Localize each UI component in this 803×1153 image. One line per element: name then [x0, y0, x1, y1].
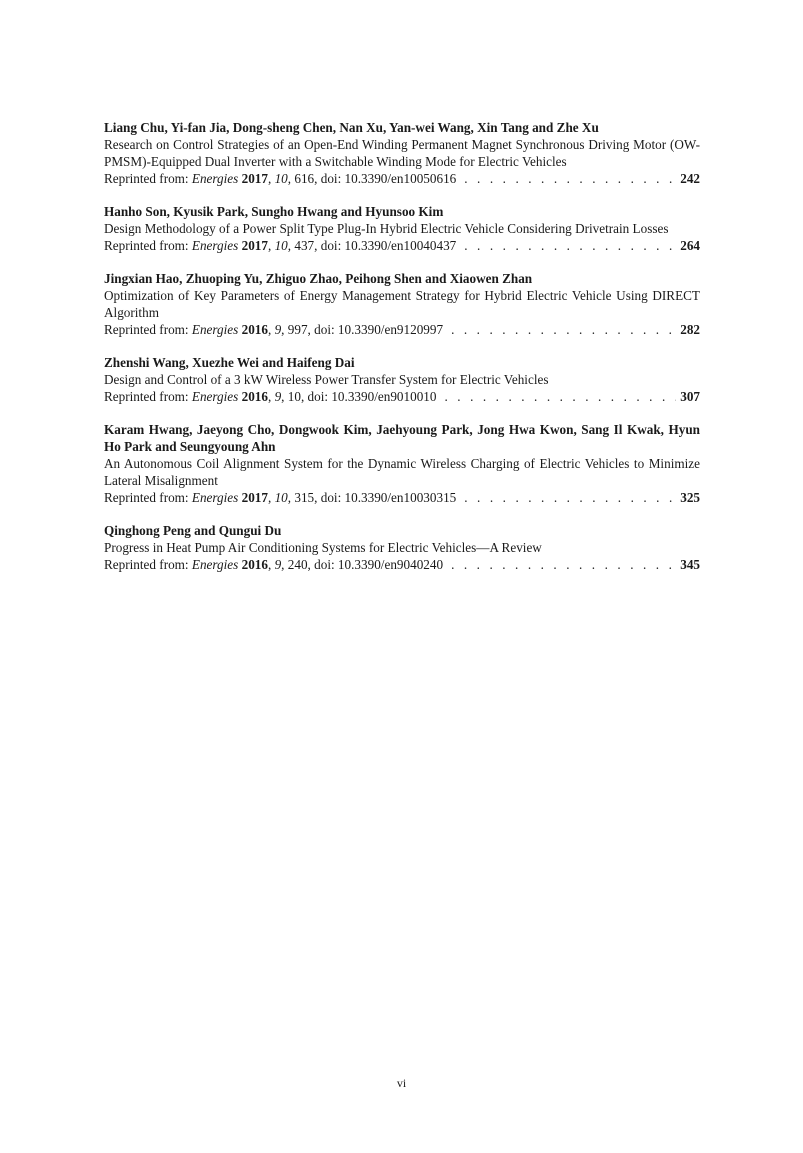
entry-reprint-line	[104, 237, 700, 254]
toc-entry	[104, 421, 700, 506]
publication-year: 2016	[241, 322, 268, 337]
entry-reprint-line	[104, 321, 700, 338]
page-number: vi	[396, 1076, 407, 1090]
entry-title: Design and Control of a 3 kW Wireless Power Transfer System for Electric Vehicles	[104, 372, 549, 387]
toc-entry	[104, 270, 700, 338]
entry-authors: Hanho Son, Kyusik Park, Sungho Hwang and Hyunsoo Kim	[104, 204, 444, 219]
dot-leader	[464, 489, 676, 506]
entry-reprint-line	[104, 489, 700, 506]
publication-year: 2017	[241, 490, 268, 505]
article-doi: , 997, doi: 10.3390/en9120997	[281, 322, 444, 337]
volume: 9	[274, 322, 282, 337]
journal-name: Energies	[191, 557, 239, 572]
entry-authors: Zhenshi Wang, Xuezhe Wei and Haifeng Dai	[104, 355, 355, 370]
entry-page-number: 242	[680, 171, 700, 186]
dot-leader	[464, 170, 676, 187]
dot-leader	[451, 321, 676, 338]
toc-entry	[104, 354, 700, 405]
reprint-citation: Reprinted from: Energies 2017, 10, 616, doi: 10.3390/en10050616	[104, 171, 457, 186]
toc-entry	[104, 119, 700, 187]
entry-title: An Autonomous Coil Alignment System for the Dynamic Wireless Charging of Electric Vehicles to Minimize Lateral Misalignment	[104, 456, 700, 488]
article-doi: , 240, doi: 10.3390/en9040240	[281, 557, 444, 572]
entry-authors: Karam Hwang, Jaeyong Cho, Dongwook Kim, Jaehyoung Park, Jong Hwa Kwon, Sang Il Kwak, Hyun Ho Park and Seungyoung Ahn	[104, 422, 700, 454]
dot-leader	[444, 388, 676, 405]
journal-name: Energies	[191, 171, 239, 186]
volume: 10	[274, 238, 288, 253]
volume: 10	[274, 490, 288, 505]
publication-year: 2016	[241, 389, 268, 404]
entry-authors: Jingxian Hao, Zhuoping Yu, Zhiguo Zhao, Peihong Shen and Xiaowen Zhan	[104, 271, 533, 286]
table-of-contents	[104, 119, 700, 589]
article-doi: , 315, doi: 10.3390/en10030315	[287, 490, 457, 505]
entry-page-number: 307	[680, 389, 700, 404]
reprint-prefix: Reprinted from:	[104, 490, 192, 505]
entry-authors: Liang Chu, Yi-fan Jia, Dong-sheng Chen, Nan Xu, Yan-wei Wang, Xin Tang and Zhe Xu	[104, 120, 599, 135]
entry-page-number: 264	[680, 238, 700, 253]
entry-title: Design Methodology of a Power Split Type Plug-In Hybrid Electric Vehicle Considering Drivetrain Losses	[104, 221, 669, 236]
reprint-prefix: Reprinted from:	[104, 171, 192, 186]
reprint-citation: Reprinted from: Energies 2016, 9, 240, doi: 10.3390/en9040240	[104, 557, 444, 572]
entry-reprint-line	[104, 388, 700, 405]
publication-year: 2017	[241, 171, 268, 186]
dot-leader	[451, 556, 676, 573]
reprint-prefix: Reprinted from:	[104, 238, 192, 253]
reprint-prefix: Reprinted from:	[104, 389, 192, 404]
reprint-citation: Reprinted from: Energies 2016, 9, 997, doi: 10.3390/en9120997	[104, 322, 444, 337]
reprint-prefix: Reprinted from:	[104, 557, 192, 572]
entry-page-number: 345	[680, 557, 700, 572]
entry-authors: Qinghong Peng and Qungui Du	[104, 523, 282, 538]
journal-name: Energies	[191, 490, 239, 505]
volume: 9	[274, 389, 282, 404]
reprint-citation: Reprinted from: Energies 2016, 9, 10, doi: 10.3390/en9010010	[104, 389, 437, 404]
volume: 9	[274, 557, 282, 572]
dot-leader	[464, 237, 676, 254]
toc-entry	[104, 203, 700, 254]
journal-name: Energies	[191, 322, 239, 337]
entry-page-number: 282	[680, 322, 700, 337]
article-doi: , 10, doi: 10.3390/en9010010	[281, 389, 437, 404]
entry-reprint-line	[104, 556, 700, 573]
reprint-citation: Reprinted from: Energies 2017, 10, 315, doi: 10.3390/en10030315	[104, 490, 457, 505]
entry-title: Progress in Heat Pump Air Conditioning Systems for Electric Vehicles—A Review	[104, 540, 542, 555]
article-doi: , 616, doi: 10.3390/en10050616	[287, 171, 457, 186]
publication-year: 2017	[241, 238, 268, 253]
entry-page-number: 325	[680, 490, 700, 505]
reprint-citation: Reprinted from: Energies 2017, 10, 437, doi: 10.3390/en10040437	[104, 238, 457, 253]
volume: 10	[274, 171, 288, 186]
journal-name: Energies	[191, 238, 239, 253]
article-doi: , 437, doi: 10.3390/en10040437	[287, 238, 457, 253]
journal-name: Energies	[191, 389, 239, 404]
entry-title: Optimization of Key Parameters of Energy Management Strategy for Hybrid Electric Vehicle Using DIRECT Algorithm	[104, 288, 700, 320]
publication-year: 2016	[241, 557, 268, 572]
entry-title: Research on Control Strategies of an Open-End Winding Permanent Magnet Synchronous Driving Motor (OW-PMSM)-Equipped Dual Inverter with a Switchable Winding Mode for Electric Vehicles	[104, 137, 700, 169]
toc-entry	[104, 522, 700, 573]
entry-reprint-line	[104, 170, 700, 187]
reprint-prefix: Reprinted from:	[104, 322, 192, 337]
